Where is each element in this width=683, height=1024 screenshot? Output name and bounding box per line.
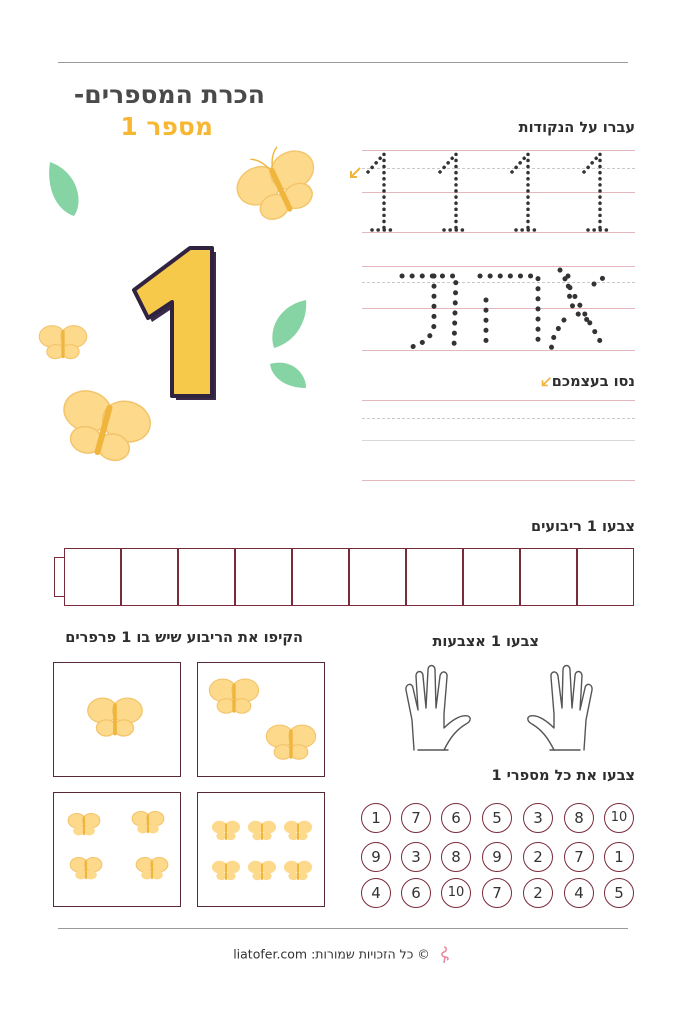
footer-text: © כל הזכויות שמורות: liatofer.com (233, 946, 430, 962)
writing-line[interactable] (362, 440, 635, 441)
number-circle[interactable]: 9 (361, 842, 391, 872)
number-circle[interactable]: 7 (482, 878, 512, 908)
number-circle[interactable]: 7 (401, 803, 431, 833)
leaf-icon (266, 358, 310, 392)
arrow-icon (540, 376, 552, 388)
number-circle[interactable]: 8 (441, 842, 471, 872)
leaf-icon (266, 296, 310, 352)
number-circle[interactable]: 1 (361, 803, 391, 833)
flamingo-icon (438, 946, 450, 964)
color-square[interactable] (64, 548, 121, 606)
number-circle[interactable]: 5 (604, 878, 634, 908)
page-subtitle: מספר 1 (120, 112, 213, 141)
number-circle[interactable]: 4 (361, 878, 391, 908)
writing-line (362, 480, 635, 481)
strip-tab (54, 557, 64, 597)
bottom-rule (58, 928, 628, 929)
butterfly-icon (282, 815, 314, 847)
number-circle[interactable]: 4 (564, 878, 594, 908)
color-square[interactable] (406, 548, 463, 606)
number-circle[interactable]: 3 (523, 803, 553, 833)
color-square[interactable] (463, 548, 520, 606)
number-circle[interactable]: 1 (604, 842, 634, 872)
number-circle[interactable]: 3 (401, 842, 431, 872)
butterfly-icon (68, 851, 104, 887)
top-rule (58, 62, 628, 63)
butterfly-icon (66, 807, 102, 843)
color-square[interactable] (235, 548, 292, 606)
butterfly-icon (234, 140, 326, 236)
butterfly-box-four[interactable] (53, 792, 181, 907)
number-circle[interactable]: 6 (441, 803, 471, 833)
butterfly-box-one[interactable] (53, 662, 181, 777)
number-circle[interactable]: 7 (564, 842, 594, 872)
circle-box-label: הקיפו את הריבוע שיש בו 1 פרפרים (65, 630, 303, 646)
fingers-label: צבעו 1 אצבעות (432, 634, 539, 650)
page-title: הכרת המספרים- (73, 80, 265, 109)
number-circle[interactable]: 10 (604, 803, 634, 833)
dotted-word[interactable] (392, 264, 616, 354)
butterfly-icon (262, 715, 320, 771)
number-circle[interactable]: 9 (482, 842, 512, 872)
butterfly-icon (246, 815, 278, 847)
butterfly-icon (210, 815, 242, 847)
butterfly-icon (204, 669, 264, 725)
number-circle[interactable]: 8 (564, 803, 594, 833)
writing-line (362, 400, 635, 401)
butterfly-box-six[interactable] (197, 792, 325, 907)
color-square[interactable] (121, 548, 178, 606)
squares-label: צבעו 1 ריבועים (531, 519, 635, 535)
trace-label: עברו על הנקודות (518, 120, 635, 136)
butterfly-icon (130, 805, 166, 841)
hand-outline-icon[interactable] (398, 664, 478, 756)
butterfly-icon (84, 687, 146, 749)
butterfly-icon (46, 378, 162, 478)
arrow-icon (348, 166, 362, 180)
butterfly-icon (134, 851, 170, 887)
dotted-ones[interactable] (362, 150, 635, 234)
footer-copyright (0, 946, 683, 964)
color-square[interactable] (292, 548, 349, 606)
number-circle[interactable]: 5 (482, 803, 512, 833)
color-square[interactable] (520, 548, 577, 606)
butterfly-icon (246, 855, 278, 887)
color-square[interactable] (349, 548, 406, 606)
hand-outline-icon[interactable] (520, 664, 600, 756)
number-circle[interactable]: 2 (523, 842, 553, 872)
butterfly-icon (34, 316, 92, 370)
number-circle[interactable]: 2 (523, 878, 553, 908)
color-square[interactable] (178, 548, 235, 606)
writing-line (362, 418, 635, 419)
leaf-icon (44, 158, 84, 220)
number-circle[interactable]: 10 (441, 878, 471, 908)
butterfly-icon (210, 855, 242, 887)
number-circle[interactable]: 6 (401, 878, 431, 908)
butterfly-box-two[interactable] (197, 662, 325, 777)
color-square[interactable] (577, 548, 634, 606)
try-label: נסו בעצמכם (551, 374, 635, 390)
numbers-label: צבעו את כל מספרי 1 (491, 768, 635, 784)
butterfly-icon (282, 855, 314, 887)
